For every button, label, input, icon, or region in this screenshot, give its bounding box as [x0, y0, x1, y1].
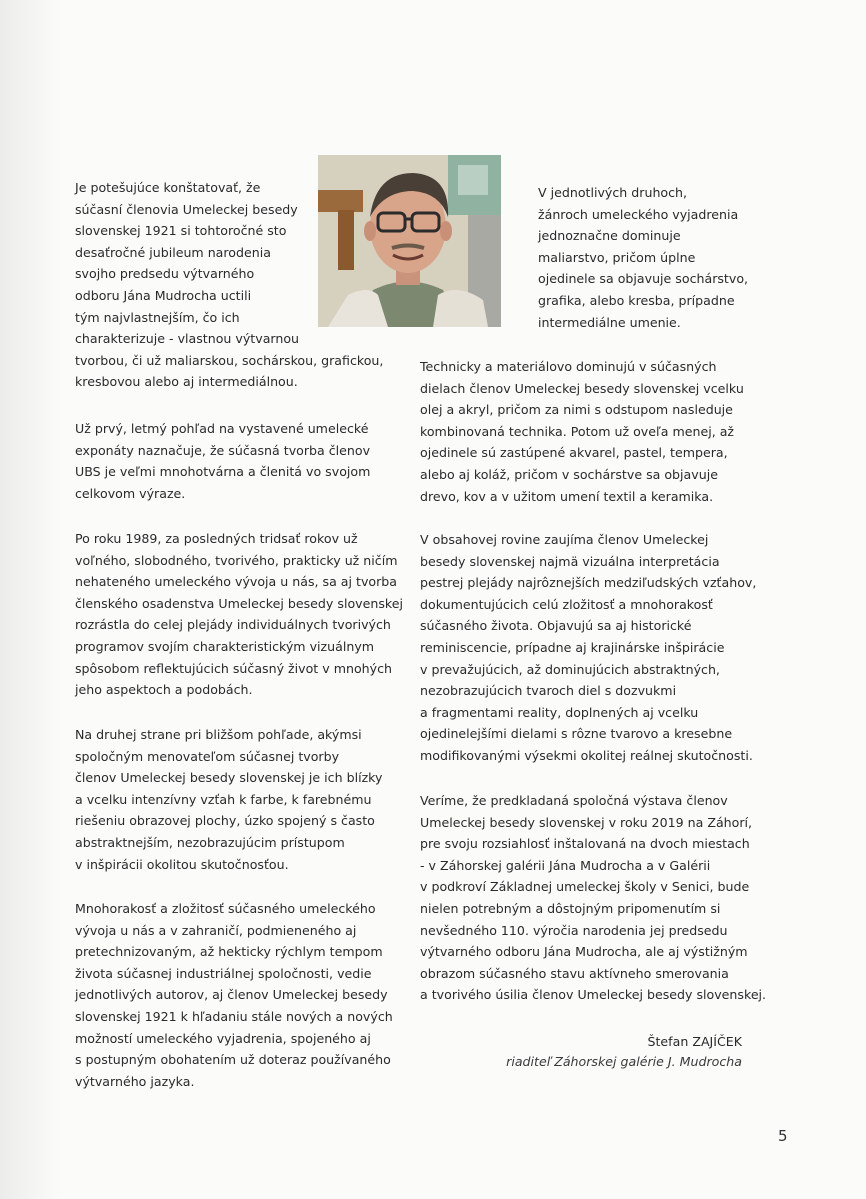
text-line: spoločným menovateľom súčasnej tvorby [75, 748, 340, 764]
text-line: modifikovanými výsekmi okolitej reálnej skutočnosti. [420, 747, 753, 763]
text-line: súčasného života. Objavujú sa aj historické [420, 618, 692, 634]
text-line: Technicky a materiálovo dominujú v súčasných [420, 359, 717, 374]
text-line: intermediálne umenie. [538, 314, 681, 330]
text-line: slovenskej 1921 k hľadaniu stále nových a nových [75, 1008, 393, 1024]
text-line: abstraktnejším, nezobrazujúcim prístupom [75, 834, 345, 850]
text-line: ojedinele sa objavuje sochárstvo, [538, 271, 749, 287]
complexity-paragraph [75, 898, 405, 1092]
intro-left-paragraph [75, 177, 405, 393]
text-line: olej a akryl, pričom za nimi s odstupom nasleduje [420, 402, 733, 418]
text-line: V obsahovej rovine zaujíma členov Umeleckej [420, 532, 709, 547]
technique-paragraph [420, 356, 760, 507]
text-line: nezobrazujúcich tvaroch diel s dozvukmi [420, 683, 677, 699]
text-line: Mnohorakosť a zložitosť súčasného umeleckého [75, 901, 376, 916]
text-line: charakterizuje - vlastnou výtvarnou [75, 331, 300, 347]
text-line: obrazom súčasného stavu aktívneho smerovania [420, 965, 729, 981]
text-line: tvorbou, či už maliarskou, sochárskou, grafickou, [75, 352, 384, 368]
other-side-paragraph [75, 724, 405, 875]
after-1989-paragraph [75, 528, 405, 701]
text-line: ojedinele sú zastúpené akvarel, pastel, tempera, [420, 445, 728, 461]
text-line: v podkroví Základnej umeleckej školy v Senici, bude [420, 879, 750, 895]
text-line: besedy slovenskej najmä vizuálna interpretácia [420, 553, 720, 569]
text-line: nevšedného 110. výročia narodenia jej predsedu [420, 922, 728, 938]
text-line: pretechnizovaným, až hekticky rýchlym tempom [75, 944, 383, 960]
text-line: maliarstvo, pričom úplne [538, 249, 696, 265]
text-line: a tvorivého úsilia členov Umeleckej besedy slovenskej. [420, 987, 767, 1003]
text-line: reminiscencie, prípadne aj krajinárske inšpirácie [420, 639, 725, 655]
text-line: odboru Jána Mudrocha uctili [75, 287, 252, 303]
text-line: pre svoju rozsiahlosť inštalovaná na dvoch miestach [420, 836, 750, 852]
text-line: Umeleckej besedy slovenskej v roku 2019 na Záhorí, [420, 814, 753, 830]
text-line: alebo aj koláž, pričom v sochárstve sa objavuje [420, 466, 718, 482]
text-line: života súčasnej industriálnej spoločnosti, vedie [75, 965, 372, 981]
text-line: - v Záhorskej galérii Jána Mudrocha a v Galérii [420, 857, 711, 873]
text-line: kresbovou alebo aj intermediálnou. [75, 374, 298, 390]
text-line: tým najvlastnejším, čo ich [75, 309, 240, 325]
text-line: programov svojím charakteristickým vizuálnym [75, 638, 375, 654]
text-line: rozrástla do celej plejády individuálnych tvorivých [75, 617, 391, 633]
text-line: žánroch umeleckého vyjadrenia [538, 206, 739, 222]
text-line: členov Umeleckej besedy slovenskej je ich blízky [75, 770, 383, 786]
text-line: jednotlivých autorov, aj členov Umeleckej besedy [75, 987, 388, 1003]
text-line: vývoja u nás a v zahraničí, podmieneného aj [75, 922, 357, 938]
text-line: desaťročné jubileum narodenia [75, 244, 271, 260]
text-line: Po roku 1989, za posledných tridsať rokov už [75, 531, 358, 546]
text-line: a fragmentami reality, doplnených aj vcelku [420, 704, 699, 720]
text-line: ojedinelejšími dielami s rôzne tvarovo a kresebne [420, 726, 733, 742]
text-line: riešeniu obrazovej plochy, úzko spojený s často [75, 813, 375, 829]
text-line: Na druhej strane pri bližšom pohľade, akýmsi [75, 727, 362, 742]
text-line: exponáty naznačuje, že súčasná tvorba členov [75, 442, 371, 458]
text-line: UBS je veľmi mnohotvárna a členitá vo svojom [75, 464, 371, 480]
text-line: nehateného umeleckého vývoja u nás, sa aj tvorba [75, 574, 398, 590]
text-line: a vcelku intenzívny vzťah k farbe, k farebnému [75, 791, 372, 807]
text-line: dielach členov Umeleckej besedy slovenskej vcelku [420, 380, 744, 396]
page-number: 5 [778, 1127, 788, 1145]
belief-paragraph [420, 790, 767, 1006]
text-line: výtvarného odboru Jána Mudrocha, ale aj výstižným [420, 944, 748, 960]
text-line: výtvarného jazyka. [75, 1073, 195, 1089]
text-line: dokumentujúcich celú zložitosť a mnohorakosť [420, 596, 713, 612]
text-line: kombinovaná technika. Potom už oveľa menej, až [420, 423, 735, 439]
text-line: v prevažujúcich, až dominujúcich abstraktných, [420, 661, 720, 677]
text-line: v inšpirácii okolitou skutočnosťou. [75, 856, 289, 872]
page-edge-shadow [0, 0, 60, 1199]
signature-name: Štefan ZAJÍČEK [647, 1034, 742, 1049]
intro-right-paragraph [538, 182, 758, 333]
text-line: s postupným obohatením už doteraz používaného [75, 1052, 391, 1068]
text-line: Je potešujúce konštatovať, že [75, 180, 261, 195]
text-line: drevo, kov a v užitom umení textil a keramika. [420, 488, 714, 504]
text-line: slovenskej 1921 si tohtoročné sto [75, 223, 287, 239]
text-line: jednoznačne dominuje [538, 228, 681, 244]
text-line: voľného, slobodného, tvorivého, prakticky už ničím [75, 552, 398, 568]
text-line: členského osadenstva Umeleckej besedy slovenskej [75, 595, 403, 611]
text-line: grafika, alebo kresba, prípadne [538, 292, 735, 308]
text-line: Už prvý, letmý pohľad na vystavené umelecké [75, 421, 369, 436]
text-line: súčasní členovia Umeleckej besedy [75, 201, 298, 217]
first-look-paragraph [75, 418, 405, 504]
text-line: celkovom výraze. [75, 485, 186, 501]
text-line: V jednotlivých druhoch, [538, 185, 688, 200]
signature-role: riaditeľ Záhorskej galérie J. Mudrocha [506, 1054, 742, 1069]
content-paragraph [420, 529, 760, 767]
text-line: spôsobom reflektujúcich súčasný život v mnohých [75, 660, 392, 676]
text-line: jeho aspektoch a podobách. [75, 682, 253, 698]
text-line: svojho predsedu výtvarného [75, 266, 255, 282]
text-line: nielen potrebným a dôstojným pripomenutím si [420, 900, 721, 916]
text-line: Veríme, že predkladaná spoločná výstava členov [420, 793, 728, 808]
text-line: možností umeleckého vyjadrenia, spojeného aj [75, 1030, 371, 1046]
text-line: pestrej plejády najrôznejších medziľudských vzťahov, [420, 575, 757, 591]
